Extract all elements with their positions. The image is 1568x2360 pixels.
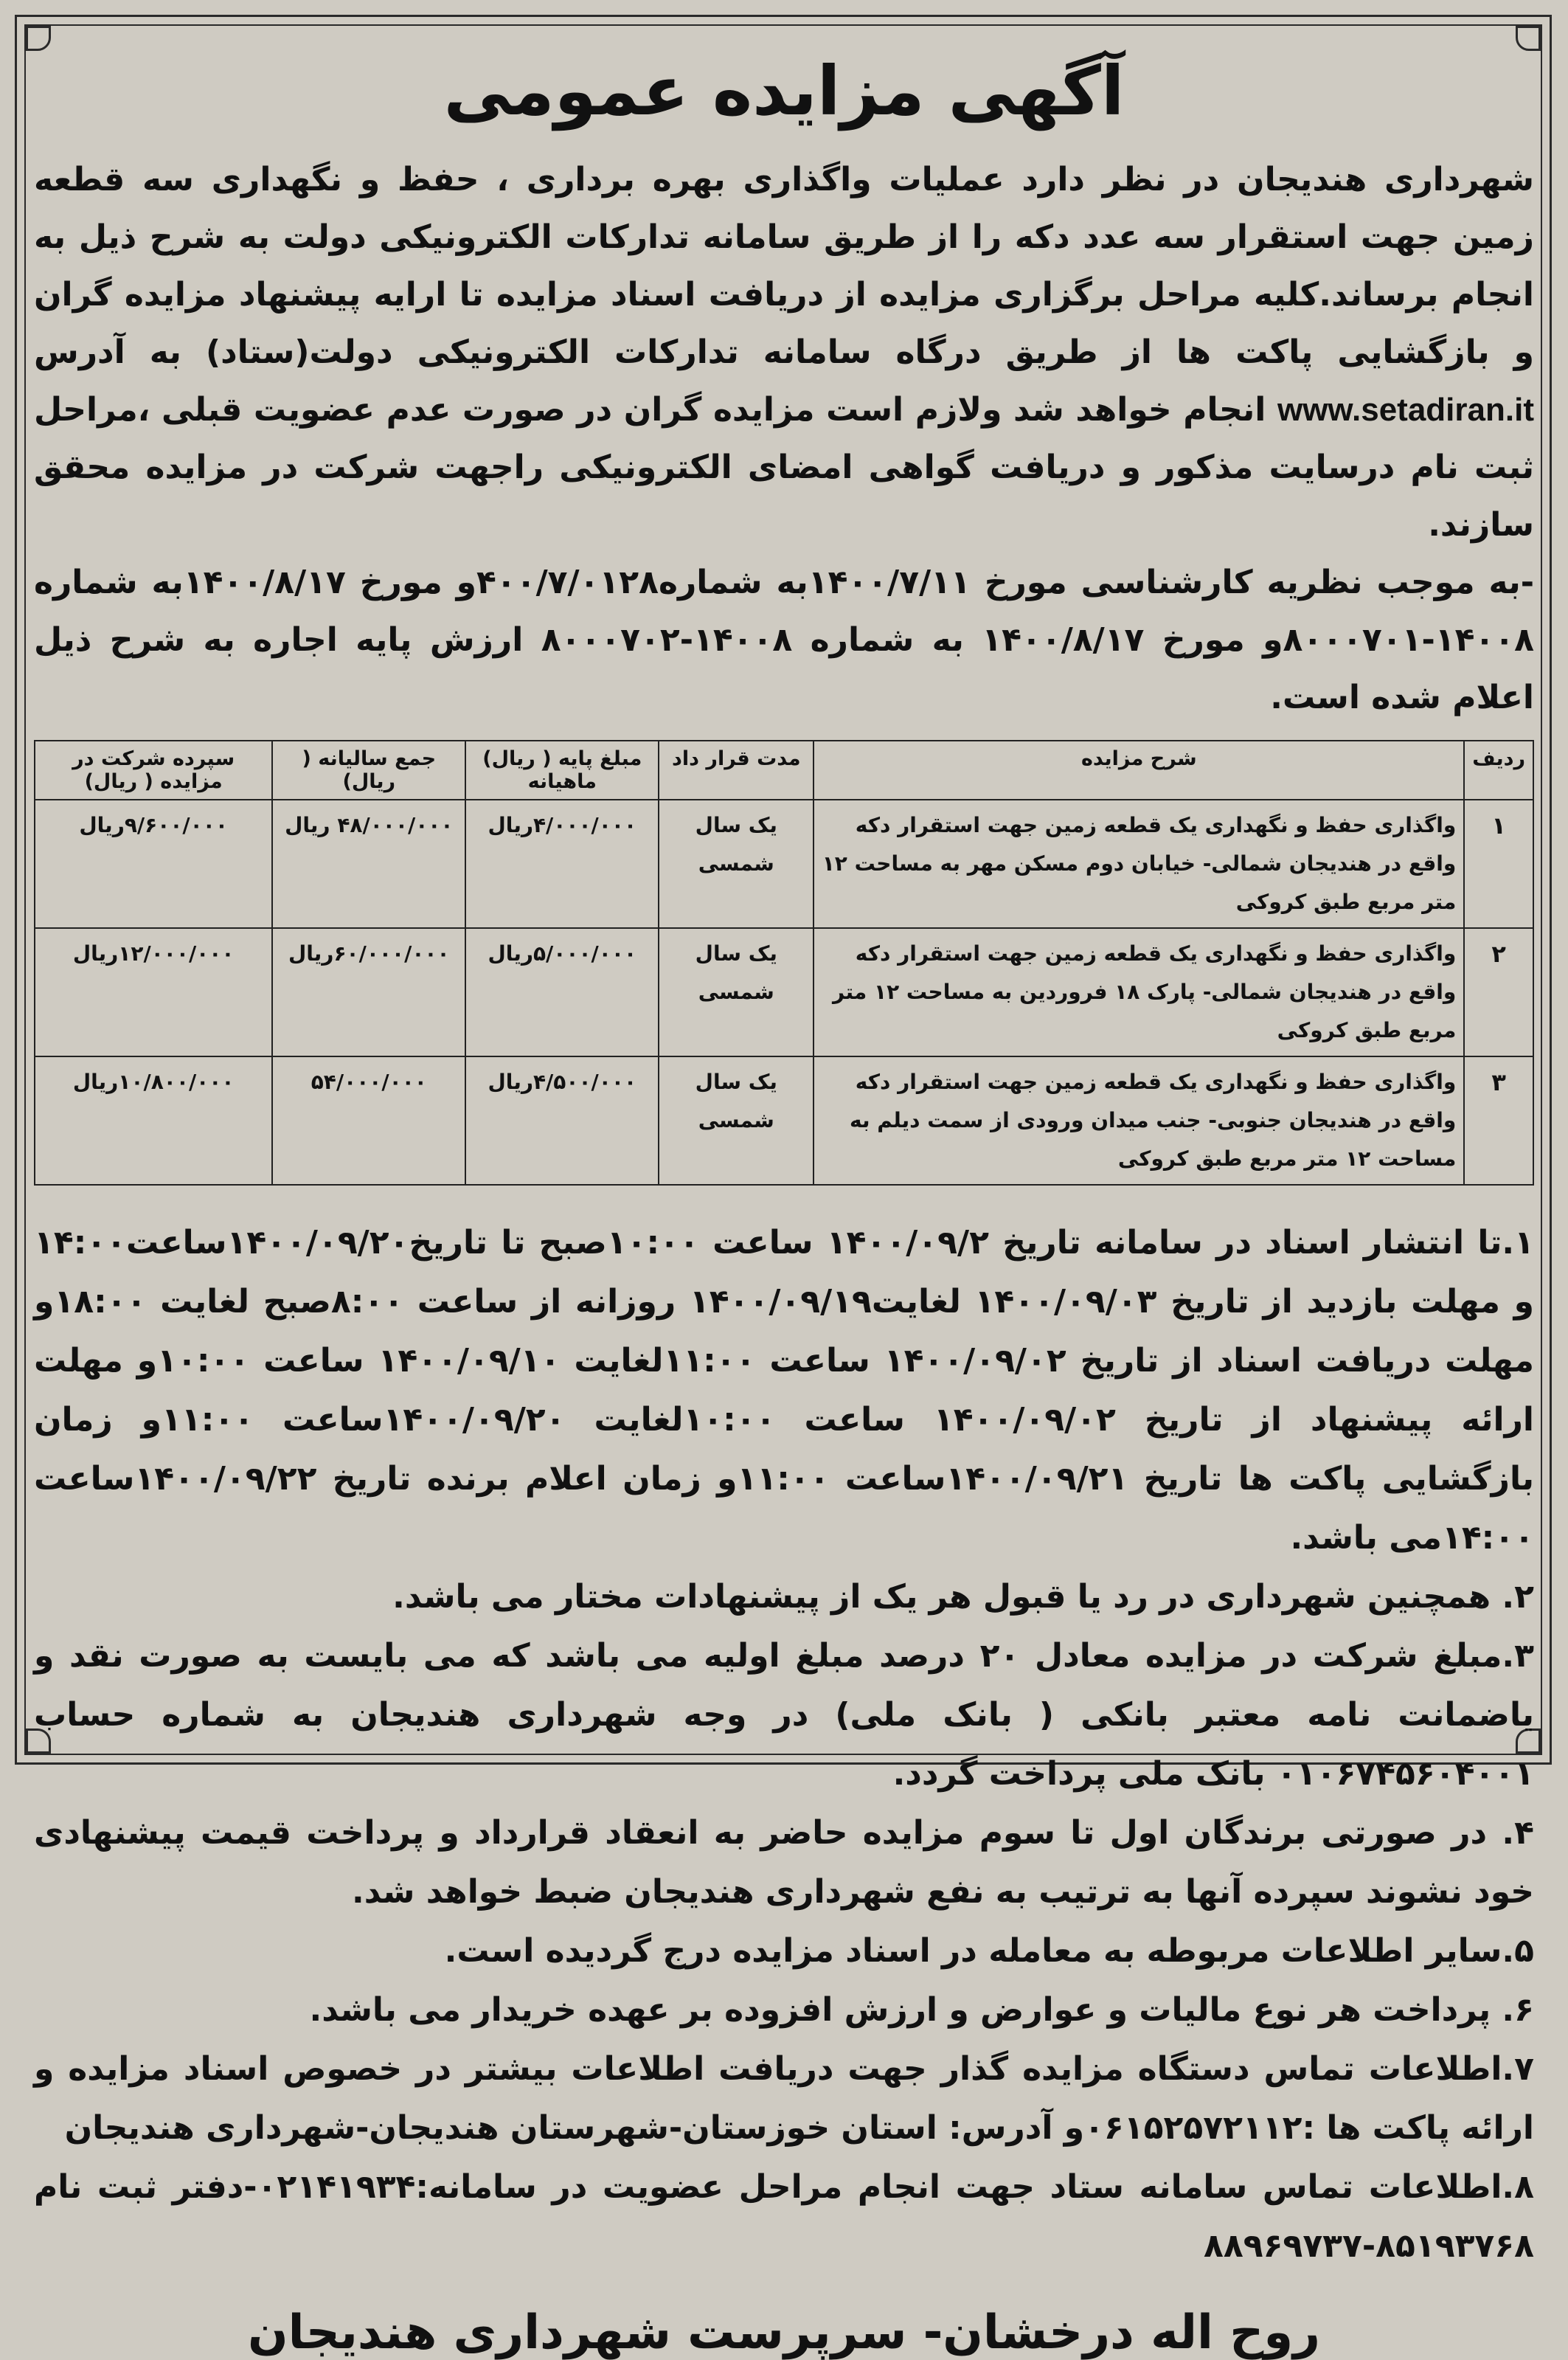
intro-text-end: انجام خواهد شد ولازم است مزایده گران در صورت عدم عضویت قبلی ،مراحل ثبت نام درسایت مذکور و دریافت گواهی امضای الکترونیکی راجهت شرکت در مزایده محقق سازند. (34, 391, 1534, 544)
basis-paragraph: -به موجب نظریه کارشناسی مورخ ۱۴۰۰/۷/۱۱به شماره۴۰۰/۷/۰۱۲۸و مورخ ۱۴۰۰/۸/۱۷به شماره ۱۴۰۰۸-۸۰۰۰۷۰۱و مورخ ۱۴۰۰/۸/۱۷ به شماره ۱۴۰۰۸-۸۰۰۰۷۰۲ ارزش پایه اجاره به شرح ذیل اعلام شده است. (34, 564, 1535, 716)
signature: روح اله درخشان- سرپرست شهرداری هندیجان (248, 2305, 1320, 2360)
table-row (35, 1056, 1533, 1185)
condition-5: ۵.سایر اطلاعات مربوطه به معامله در اسناد مزایده درج گردیده است. (444, 1932, 1534, 1970)
condition-8: ۸.اطلاعات تماس سامانه ستاد جهت انجام مراحل عضویت در سامانه:۰۲۱۴۱۹۳۴-دفتر ثبت نام ۸۵۱۹۳۷۶۸-۸۸۹۶۹۷۳۷ (34, 2168, 1534, 2265)
table-header-row (35, 741, 1533, 800)
corner-ornament (1516, 26, 1541, 51)
intro-paragraph (34, 151, 1534, 554)
row-deposit: ۹/۶۰۰/۰۰۰ریال (35, 800, 272, 928)
row-description: واگذاری حفظ و نگهداری یک قطعه زمین جهت استقرار دکه واقع در هندیجان شمالی- خیابان دوم مسکن مهر به مساحت ۱۲ متر مربع طبق کروکی (814, 800, 1464, 928)
condition-6: ۶. پرداخت هر نوع مالیات و عوارض و ارزش افزوده بر عهده خریدار می باشد. (309, 1991, 1534, 2029)
row-description: واگذاری حفظ و نگهداری یک قطعه زمین جهت استقرار دکه واقع در هندیجان شمالی- پارک ۱۸ فروردین به مساحت ۱۲ متر مربع طبق کروکی (814, 928, 1464, 1056)
condition-2: ۲. همچنین شهرداری در رد یا قبول هر یک از پیشنهادات مختار می باشد. (392, 1578, 1534, 1616)
condition-3: ۳.مبلغ شرکت در مزایده معادل ۲۰ درصد مبلغ اولیه می باشد که می بایست به صورت نقد و یاضمانت نامه معتبر بانکی ( بانک ملی) در وجه شهرداری هندیجان به شماره حساب ۰۱۰۶۷۴۵۶۰۴۰۰۱ بانک ملی پرداخت گردد. (34, 1637, 1534, 1793)
row-base-price: ۵/۰۰۰/۰۰۰ریال (465, 928, 659, 1056)
notice-title: آگهی مزایده عمومی (443, 52, 1125, 131)
header-description: شرح مزایده (814, 741, 1464, 800)
row-number: ۳ (1464, 1056, 1533, 1185)
condition-7: ۷.اطلاعات تماس دستگاه مزایده گذار جهت دریافت اطلاعات بیشتر در خصوص اسناد مزایده و ارائه پاکت ها :۰۶۱۵۲۵۷۲۱۱۲و آدرس: استان خوزستان-شهرستان هندیجان-شهرداری هندیجان (34, 2050, 1534, 2147)
table-row (35, 928, 1533, 1056)
table-row (35, 800, 1533, 928)
header-row-number: ردیف (1464, 741, 1533, 800)
website-link[interactable]: www.setadiran.it (1277, 392, 1534, 428)
intro-text: شهرداری هندیجان در نظر دارد عملیات واگذاری بهره برداری ، حفظ و نگهداری سه قطعه زمین جهت استقرار سه عدد دکه را از طریق سامانه تدارکات الکترونیکی دولت به شرح ذیل به انجام برساند.کلیه مراحل برگزاری مزایده از دریافت اسناد مزایده تا ارایه پیشنهاد مزایده گران و بازگشایی پاکت ها از طریق درگاه سامانه تدارکات الکترونیکی دولت(ستاد) به آدرس (34, 161, 1534, 371)
row-annual-total: ۶۰/۰۰۰/۰۰۰ریال (272, 928, 465, 1056)
header-annual-total: جمع سالیانه ( ریال) (272, 741, 465, 800)
row-duration: یک سال شمسی (659, 928, 814, 1056)
row-deposit: ۱۲/۰۰۰/۰۰۰ریال (35, 928, 272, 1056)
header-base-price: مبلغ پایه ( ریال) ماهیانه (465, 741, 659, 800)
row-base-price: ۴/۵۰۰/۰۰۰ریال (465, 1056, 659, 1185)
auction-table (34, 740, 1534, 1186)
row-number: ۲ (1464, 928, 1533, 1056)
row-number: ۱ (1464, 800, 1533, 928)
row-description: واگذاری حفظ و نگهداری یک قطعه زمین جهت استقرار دکه واقع در هندیجان جنوبی- جنب میدان ورودی از سمت دیلم به مساحت ۱۲ متر مربع طبق کروکی (814, 1056, 1464, 1185)
condition-1: ۱.تا انتشار اسناد در سامانه تاریخ ۱۴۰۰/۰۹/۲ ساعت ۱۰:۰۰صبح تا تاریخ۱۴۰۰/۰۹/۲۰ساعت۱۴:۰۰ و مهلت بازدید از تاریخ ۱۴۰۰/۰۹/۰۳ لغایت۱۴۰۰/۰۹/۱۹ روزانه از ساعت ۸:۰۰صبح لغایت ۱۸:۰۰و مهلت دریافت اسناد از تاریخ ۱۴۰۰/۰۹/۰۲ ساعت ۱۱:۰۰لغایت ۱۴۰۰/۰۹/۱۰ ساعت ۱۰:۰۰و مهلت ارائه پیشنهاد از تاریخ ۱۴۰۰/۰۹/۰۲ ساعت ۱۰:۰۰لغایت ۱۴۰۰/۰۹/۲۰ساعت ۱۱:۰۰و زمان بازگشایی پاکت ها تاریخ ۱۴۰۰/۰۹/۲۱ساعت ۱۱:۰۰و زمان اعلام برنده تاریخ ۱۴۰۰/۰۹/۲۲ساعت ۱۴:۰۰می باشد. (34, 1224, 1535, 1557)
row-duration: یک سال شمسی (659, 1056, 814, 1185)
notice-content (34, 52, 1534, 2360)
row-annual-total: ۴۸/۰۰۰/۰۰۰ ریال (272, 800, 465, 928)
header-deposit: سپرده شرکت در مزایده ( ریال) (35, 741, 272, 800)
row-base-price: ۴/۰۰۰/۰۰۰ریال (465, 800, 659, 928)
row-duration: یک سال شمسی (659, 800, 814, 928)
header-duration: مدت قرار داد (659, 741, 814, 800)
row-deposit: ۱۰/۸۰۰/۰۰۰ریال (35, 1056, 272, 1185)
row-annual-total: ۵۴/۰۰۰/۰۰۰ (272, 1056, 465, 1185)
condition-4: ۴. در صورتی برندگان اول تا سوم مزایده حاضر به انعقاد قرارداد و پرداخت قیمت پیشنهادی خود نشوند سپرده آنها به ترتیب به نفع شهرداری هندیجان ضبط خواهد شد. (34, 1814, 1534, 1911)
